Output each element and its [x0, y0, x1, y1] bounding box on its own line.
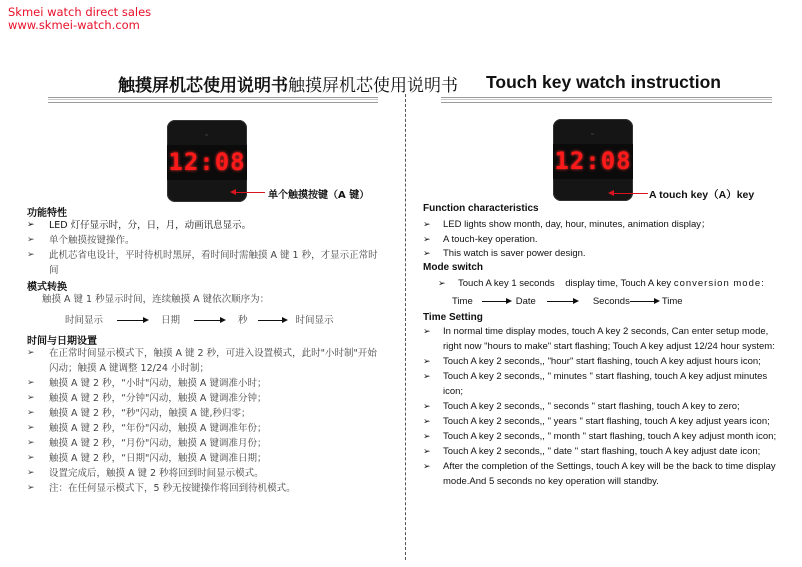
- heading-features-en: Function characteristics: [423, 203, 539, 214]
- arrow-right-icon: [117, 320, 147, 321]
- bullet-icon: ➢: [423, 431, 431, 441]
- sensor-dot: [205, 134, 208, 136]
- arrow-right-icon: [630, 301, 658, 302]
- bullet-icon: ➢: [27, 220, 35, 230]
- bullet-icon: ➢: [423, 248, 431, 258]
- arrow-right-icon: [547, 301, 577, 302]
- mode-flow-cn: 时间显示 日期 秒 时间显示: [65, 315, 334, 326]
- mode-flow-en: Time Date Seconds Time: [452, 296, 683, 307]
- title-cn-bold: 触摸屏机芯使用说明书: [118, 76, 288, 96]
- title-english: Touch key watch instruction: [486, 72, 721, 92]
- mode-text-cn: 触摸 A 键 1 秒显示时间，连续触摸 A 键依次顺序为：: [42, 294, 270, 305]
- bullet-icon: ➢: [423, 446, 431, 456]
- bullet-icon: ➢: [423, 401, 431, 411]
- bullet-icon: ➢: [27, 408, 35, 418]
- arrow-right-icon: [194, 320, 224, 321]
- divider-left: [48, 97, 378, 103]
- arrow-left-icon: [613, 193, 648, 194]
- bullet-icon: ➢: [27, 483, 35, 493]
- led-display: 12:08: [168, 148, 246, 176]
- led-display: 12:08: [554, 147, 632, 175]
- bullet-icon: ➢: [423, 234, 431, 244]
- watch-image-right: [553, 119, 633, 201]
- bullet-icon: ➢: [27, 453, 35, 463]
- brand-header: [8, 6, 151, 32]
- heading-setting-cn: 时间与日期设置: [27, 336, 97, 347]
- bullet-icon: ➢: [438, 278, 446, 288]
- bullet-icon: ➢: [423, 371, 431, 381]
- bullet-icon: ➢: [27, 235, 35, 245]
- bullet-icon: ➢: [27, 378, 35, 388]
- brand-name: Skmei watch direct sales: [8, 5, 152, 19]
- heading-setting-en: Time Setting: [423, 312, 483, 323]
- bullet-icon: ➢: [27, 393, 35, 403]
- bullet-icon: ➢: [423, 416, 431, 426]
- bullet-icon: ➢: [27, 250, 35, 260]
- bullet-icon: ➢: [27, 468, 35, 478]
- bullet-icon: ➢: [27, 423, 35, 433]
- brand-url[interactable]: www.skmei-watch.com: [8, 18, 140, 32]
- bullet-icon: ➢: [423, 356, 431, 366]
- title-chinese: [118, 71, 458, 96]
- arrow-right-icon: [482, 301, 510, 302]
- heading-mode-cn: 模式转换: [27, 282, 67, 293]
- callout-touch-key-cn: 单个触摸按键（A 键）: [268, 190, 370, 201]
- divider-right: [441, 97, 772, 103]
- heading-features-cn: 功能特性: [27, 208, 67, 219]
- bullet-icon: ➢: [423, 219, 431, 229]
- arrow-right-icon: [258, 320, 286, 321]
- bullet-icon: ➢: [27, 348, 35, 358]
- bullet-icon: ➢: [423, 461, 431, 471]
- sensor-dot: [591, 133, 594, 135]
- column-divider: [405, 94, 406, 560]
- bullet-icon: ➢: [423, 326, 431, 336]
- bullet-icon: ➢: [27, 438, 35, 448]
- title-cn-light: 触摸屏机芯使用说明书: [288, 76, 458, 96]
- arrow-left-icon: [235, 192, 265, 193]
- callout-touch-key-en: A touch key（A）key: [649, 189, 755, 201]
- heading-mode-en: Mode switch: [423, 262, 484, 273]
